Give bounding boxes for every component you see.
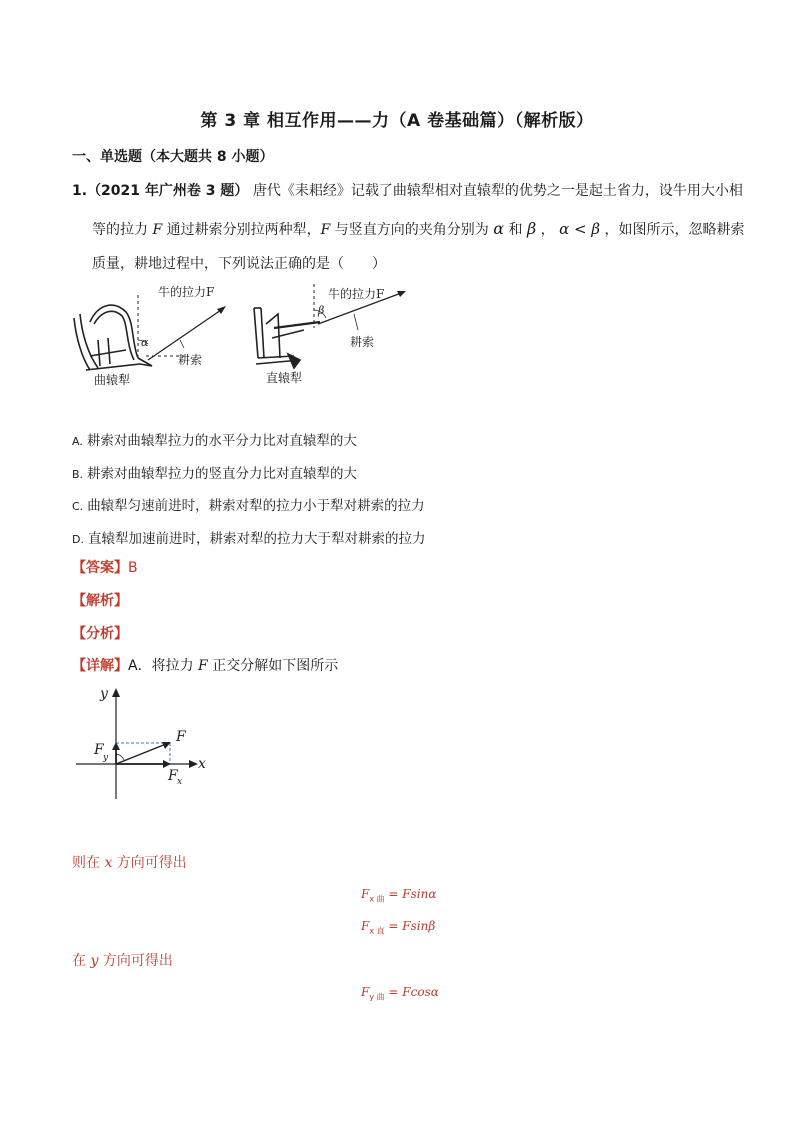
option-text: 直辕犁加速前进时，耕索对犁的拉力大于犁对耕索的拉力 — [87, 531, 426, 547]
right-rope-leader — [354, 314, 358, 330]
y-direction-line — [72, 951, 173, 971]
formula-symbol: F — [361, 985, 370, 999]
fy-label: F — [94, 742, 104, 758]
option-text: 曲辕犁匀速前进时，耕索对犁的拉力小于犁对耕索的拉力 — [87, 498, 425, 514]
option-text: 耕索对曲辕犁拉力的竖直分力比对直辕犁的大 — [87, 466, 358, 482]
x-direction-line — [72, 853, 187, 873]
detail-text-b: 正交分解如下图所示 — [207, 658, 339, 674]
right-plow-label: 直辕犁 — [266, 371, 303, 385]
question-line-3: 质量，耕地过程中，下列说法正确的是（ ） — [92, 256, 386, 272]
y-axis-label: y — [100, 686, 108, 702]
option-text: 耕索对曲辕犁拉力的水平分力比对直辕犁的大 — [86, 433, 357, 449]
section-heading: 一、单选题（本大题共 8 小题） — [72, 149, 274, 165]
question-text-2b: 通过耕索分别拉两种犁， — [162, 222, 321, 238]
option-c — [72, 494, 425, 514]
question-text-1: 唐代《耒耜经》记载了曲辕犁相对直辕犁的优势之一是起土省力，设牛用大小相 — [248, 183, 743, 199]
option-letter: D. — [72, 533, 84, 546]
formula-fx-curved — [361, 887, 436, 904]
formula-symbol: F — [361, 887, 370, 901]
f-arrow — [116, 744, 166, 764]
fx-subscript: x — [177, 777, 183, 787]
alpha-symbol: α — [493, 219, 505, 238]
formula-subscript: x 直 — [369, 926, 385, 936]
formula-fy-curved — [361, 985, 439, 1002]
angle-arc — [116, 754, 124, 760]
option-b — [72, 462, 357, 482]
straight-plow-drawing — [254, 308, 320, 368]
answer-line — [72, 558, 138, 578]
option-letter: A. — [72, 435, 83, 448]
question-line-2 — [92, 219, 744, 240]
detail-line — [72, 656, 338, 676]
force-symbol-2: F — [320, 222, 331, 238]
detail-label: 【详解】 — [72, 658, 128, 674]
question-line-1 — [72, 181, 743, 201]
y-axis-arrowhead — [112, 688, 120, 697]
y-dir-prefix: 在 — [72, 953, 91, 969]
formula-rhs: = Fsinα — [384, 887, 437, 901]
fx-arrowhead — [163, 760, 171, 768]
y-dir-suffix: 方向可得出 — [98, 953, 173, 969]
plow-figure — [68, 278, 408, 393]
x-axis-label: x — [198, 756, 206, 772]
fenxi-label: 【分析】 — [72, 626, 128, 642]
right-force-label: 牛的拉力F — [328, 287, 385, 301]
x-dir-suffix: 方向可得出 — [112, 855, 187, 871]
option-a — [72, 429, 357, 449]
formula-rhs: = Fcosα — [384, 985, 439, 999]
option-d — [72, 527, 425, 547]
detail-text-a: A．将拉力 — [128, 658, 199, 674]
x-axis-arrowhead — [189, 760, 198, 768]
option-letter: B. — [72, 468, 84, 481]
formula-fx-straight — [361, 919, 435, 936]
inequality-expression: α < β — [559, 220, 601, 238]
analysis-label: 【解析】 — [72, 593, 128, 609]
answer-label: 【答案】 — [72, 560, 128, 576]
question-source: （2021 年广州卷 3 题） — [87, 183, 249, 199]
force-symbol-3: F — [198, 658, 208, 674]
question-number: 1. — [72, 183, 88, 199]
formula-rhs: = Fsinβ — [384, 919, 436, 933]
left-arrowhead — [217, 306, 226, 314]
left-rope-label: 耕索 — [178, 353, 203, 367]
x-var: x — [104, 855, 113, 871]
left-rope-leader — [180, 340, 184, 348]
right-angle-label: β — [318, 304, 325, 317]
left-plow-label: 曲辕犁 — [94, 373, 131, 387]
beta-symbol: β — [526, 219, 537, 238]
force-symbol: F — [152, 222, 163, 238]
formula-subscript: x 曲 — [369, 894, 385, 904]
formula-subscript: y 曲 — [369, 992, 385, 1002]
question-text-2e: ， — [536, 222, 560, 238]
question-text-2f: ，如图所示，忽略耕索 — [600, 222, 745, 238]
right-rope-label: 耕索 — [350, 335, 375, 349]
left-force-label: 牛的拉力F — [158, 285, 215, 299]
x-dir-prefix: 则在 — [72, 855, 105, 871]
formula-symbol: F — [361, 919, 370, 933]
question-text-2d: 和 — [504, 222, 527, 238]
question-text-2a: 等的拉力 — [92, 222, 153, 238]
question-text-2c: 与竖直方向的夹角分别为 — [330, 222, 494, 238]
fy-subscript: y — [103, 753, 109, 763]
f-label: F — [176, 729, 186, 745]
answer-value: B — [128, 560, 138, 576]
page-title: 第 3 章 相互作用——力（A 卷基础篇）（解析版） — [200, 111, 594, 131]
fx-label: F — [168, 768, 178, 784]
option-letter: C. — [72, 500, 84, 513]
decomposition-figure — [70, 684, 220, 804]
y-var: y — [90, 953, 99, 969]
left-angle-label: α — [141, 336, 149, 349]
